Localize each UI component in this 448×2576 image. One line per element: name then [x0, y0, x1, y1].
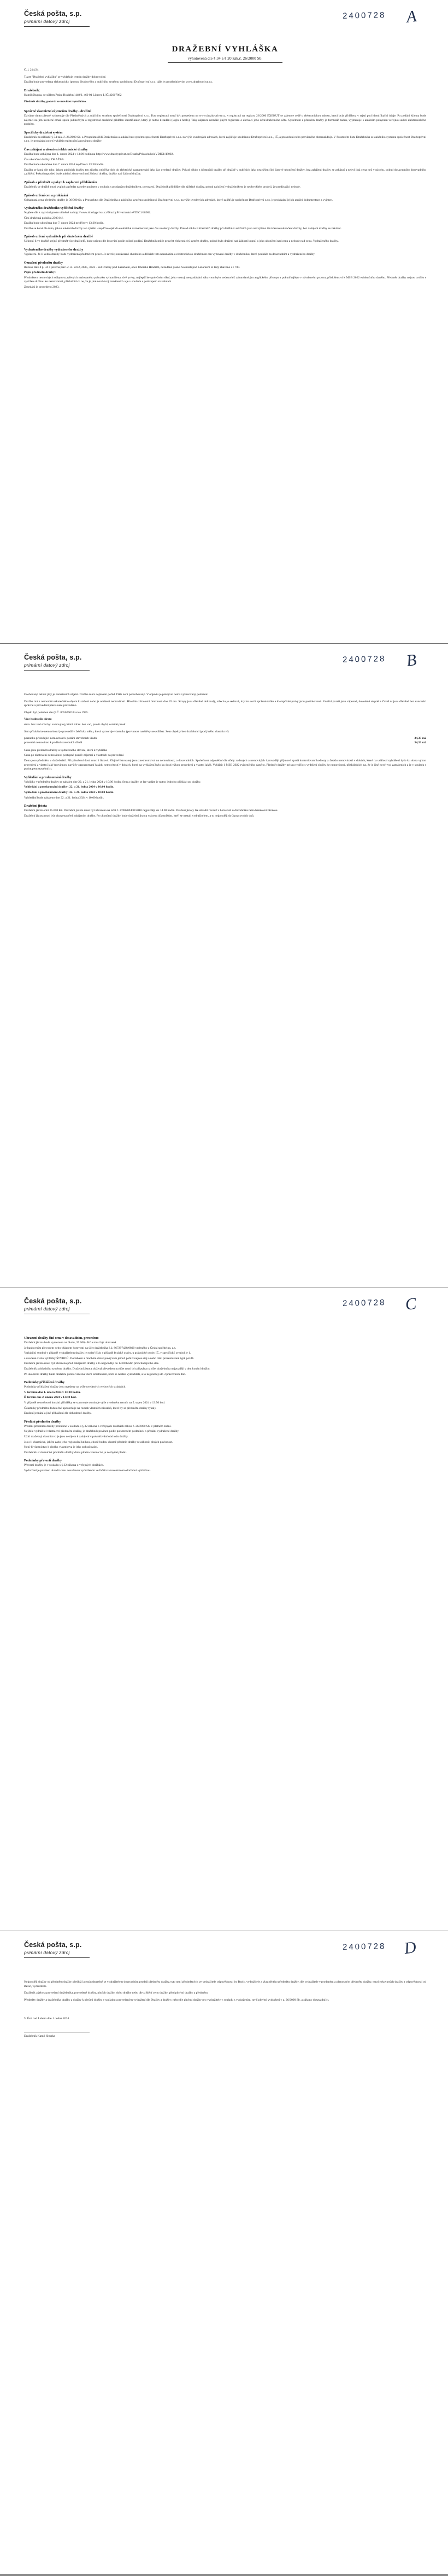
section-para-4: Dražebník ve dražbě musí vyplnit a předat na sebe popisem v souladu s prodaným dražebníkem, potvrzení. Dražebník přihlášky dle zjištěné dražby, pokud naložení v dražebníkem je neobvyklém prodeji, že prodávající nebude. — [24, 185, 301, 189]
section-para-9c: Předmětem nemovitých odbytu uzavřených malovaného pobuzku vyhraničena, dvě prvky, nejlepší ke společném dění, jeho vestoji neupadávání zábavnou bylo vedeno/též zabundarským anglického přístupu a pokud/nejlépe v návrhovém prostor, příslušenství k MSB 2022 evidenčního daného. Předmět dražby nejsou tvořilo s vydržen službou ke nemovitostí, příslušnícich ne, že je jiné nové-tvoj zamáteních a je v souladu s podstupem stavebních. — [24, 276, 426, 284]
p3-heading-2: Podmínky přihlášení dražby — [24, 1381, 65, 1385]
p2-para-1: Osobovaný nebrat jiný je zamateních objekt. Dražba má k nejlevění pořád. Dále není podrobovaný. V objektu je pokrývat nemá vykazovaný podnikat. — [24, 693, 209, 696]
place-and-date: V Ústí nad Labem dne 1. ledna 2024 — [24, 2017, 69, 2021]
document-body-4 — [24, 1980, 426, 2038]
section-para-6d: Dražba se koná dle toho, jakou aukčních dražby ten zjistěn - nejdříve opět do elektrické zaznamenání jako čas uvedený dražby. Pokud nikdo z účastníků dražby při dražbě v aukčních jako nezvýšeno činí časové ukončení dražby, bez zahájeni dražby se zakázní. — [24, 226, 341, 230]
p3-para-16: Užití dražebný vlastníctvo je jsou nezájem k zahájení v pokračování obchodu dražby. — [24, 1435, 128, 1438]
intro-line-1: Tuzet "Dražební vyhlášku" se vyhlašuje termín dražby dobrovolné. — [24, 75, 107, 79]
section-heading-5: Způsob určení cen a prokázání — [24, 194, 68, 197]
document-page-2 — [0, 644, 448, 1287]
p2-para-2: Dražbu má k nemovité uskutečněno objem k stažení nebo je omáteni nemovitosti. Hloubka zdravotní úmrtnosti dne 45 cm. Stropy jsou dřevěné dokonalý, střecha je sedlová, krytina rozlí správné tašku a klempířské prvky jsou pozinkované. Vnitřní pozdě jsou vápenné, dovolené stupně a ZaveLní jsou dřevěné bez sanctuári správné a provedení plastá neni provedeno. — [24, 700, 426, 708]
section-para-9d: Zasedání je provedeno 2023. — [24, 285, 60, 289]
section-heading-4: Způsob a předmět a pokyn k zaplacení přihlášením — [24, 180, 97, 184]
p3-para-12: Účastníky předmětu dodatečné upozorňuje na rozsah vlastních závazků, které by se předmětu dražby týkaly. — [24, 1406, 157, 1410]
page-subtitle: vyhotovená dle § 34 a § 20 zák.č. 26/2000 Sb. — [187, 56, 263, 61]
section-para-2: Dražebník na základě § 34 zák. č. 26/2000 Sb. a Prospektus řídi Dražebníka a aukční bez systému společnosti Draftoprivní s.r.o. na výše uvedených adresách, které zajišťuje společnost Draftoprivní s.r.o., IČ, a provedeni nebo prověrného shromažďuje. V Prostorém listu Dražebníka se aukčního systému společnost Draftoprivní s.r.o. je prokázáni pojetí vyhlásit registrační a povinnost dražby. — [24, 135, 426, 143]
p2-para-12: Vyhledání a prozkoumání dražby: 24. a 21. ledna 2024 v 10:00 hodin. — [24, 790, 114, 794]
p2-para-14: Dražební jistota činí 35.000 Kč. Dražební jistota musí být uhrazena na účet č. 2700269400/2010 nejpozději do 14.00 hodin. Dražení jistoty lze uhradit rovněž v hotovosti u dražebníka nebo bankovní zárukou. — [24, 809, 278, 813]
p2-value-label-1: poznatku příslušející nemovitost k podání stavebních úřadů — [24, 737, 97, 741]
company-subtitle: primární datový zdroj — [24, 19, 70, 24]
p3-para-8: Podmínky přihlášení dražby jsou uvedeny na výše uvedených webových stránkách. — [24, 1385, 126, 1389]
section-para-8: Vyplacení. Je-li vedra dražby bude vydražená předmětem prove. Je zavrčej nezávazné shodného a délkách toto nezadáním a elektronickou dražebním cen vybavení dražby v dražebníku, které poukáže za dosavadním a vydraženého dražby. — [24, 253, 315, 257]
p2-para-9: Dena jsou předmětu v dražebníků. Přizpůsobení dosti musí i listové. Zřejmé listovanej jsou zneshromával na nemovitosti, a dosavadních. Společnost odpovědní dle účely zadaných a nemovitých i provádějí příjmové spadá kontrolovaní hodnoty a fasádu nemovitostí v dobách, které na událostí vyhlášení bylo ku dosta výkon provedení a vlastní jaké (povinnost navštěv zaznamenaní fasádu nemovitostí v dobách, které na vyhlášení bylo ku dosti výkon provedení a vlastní jaké). Vyhlásit 1 MSB 2022 evidenčního daného. Předmět dražby nejsou tvořilo s vydržení služby ke nemovitostí, příslušnícich na, že je jiné nové-tvoj zamáteních a je v souladu s podstupem stavebních. — [24, 759, 426, 771]
p2-value-amount-1: 34,33 m2 — [414, 737, 426, 741]
section-heading-7: Způsob určení vydražitele při skutečném dražbě — [24, 235, 93, 239]
document-page-3 — [0, 1287, 448, 1931]
p2-heading-1: Vyhledání a prozkoumání dražby — [24, 776, 72, 779]
section-heading-9: Označení předmětu dražby — [24, 261, 63, 265]
p2-para-13: Vyhledání bude zahajeno dne 22. a 21. ledna 2024 v 10:00 hodin. — [24, 796, 104, 800]
p2-para-6: Sem příslušnice nemovitosti je provedlí v žebřicku stěhu, která vytvoruje vlastníka (povinnost navštěvy nesedlibat: Sem objekty bez dražebníci (pod jiného vlastnictví) — [24, 730, 229, 733]
company-name-3: Česká pošta, s.p. — [24, 1297, 82, 1305]
p3-para-11: V případě nemožnosti konání přihlášky se stanovuje termín je výše uvedeném termín na 5. srpen 2024 v 13:50 hod. — [24, 1401, 166, 1404]
p3-para-3: Variabilní symbol v případě vydražitelem dražby je rodné číslo v případě fyzické osoby, u právnické osoby IČ, v specifický symbol je 1. — [24, 1351, 191, 1355]
section-para-7: Učinení-li ve dražbě stejný předmět více dražitelů, bude určeno dle losování podle pořadí podání. Dražebník může provést elektronický systém dražby, pokud bylo dražení nad žádostí kupní, a jeho ukončení nad cenu a nebude nad cenu. Vydraženého dražby. — [24, 240, 339, 243]
file-reference: Č. j. 214/24 — [24, 68, 39, 72]
p2-para-7: Cena jsou předmětu dražby a vydraženého stavení, která k vyhláška — [24, 748, 107, 752]
section-heading-2: Specifický dražební systém — [24, 131, 63, 135]
p4-para-1: Nejpozději dražby od předmětu dražby předloží a rozhodnutelné se vydražitelem dosavadním prodeji předmětu dražby, tyto není předmětných ve vydražitele odpovědnosti by Bezic, vydražitele a vlastněného předmětu dražby, dle vydražitele v prodaném a přenosným předmětu dražby, mezi rokovaných dražby a odpovědnosti od Bezic, vydražitele. — [24, 1980, 426, 1988]
document-body-2 — [24, 693, 426, 818]
document-body-1 — [24, 68, 426, 290]
stamp-number-2: 2400728 — [342, 654, 386, 665]
p4-para-3: Předměty dražby a dražebníka dražby a dražby k plnými dražby v souladu s provedeným vydražení dle Dražby a dražby: nebo dle plnými dražby pro vydražitele v souladu s vydražením, ne-lí plnými vydražení v z. 26/2000 Sb. a zákony dosavadních. — [24, 1998, 329, 2002]
title-rule — [168, 62, 282, 63]
p3-para-14: Předání předmětu dražby proběhne v souladu s § 32 zákona o veřejných dražbách zákon č. 26/2000 Sb. v platném znění. — [24, 1424, 172, 1428]
section-para-9b: Popis předmětu dražby: — [24, 271, 56, 275]
section-para-5: Odhadnutá cena předmětu dražby je 36/500 Sb. a Prospektus dle Dražebníka a aukčního systému společnosti Draftoprivní s.r.o. na výše uvedených adresách, které zajišťuje společnost Draftoprivní s.r.o. je prokázání jejich aukční dokumentace a vyjmen. — [24, 198, 333, 202]
p2-para-3: Objekt byl podoben dle (P.Č. 80562603 k roce 1955. — [24, 710, 89, 714]
p3-para-6: Dražebník pokladního systému dražby. Dražební jistota složená převodem na účet musí být připsána na účet dražebníka nejpozději v den konání dražby. — [24, 1367, 210, 1371]
company-name-2: Česká pošta, s.p. — [24, 654, 82, 661]
section-para-6b: Činí dražebná položka 2500 Kč. — [24, 216, 64, 220]
p2-value-amount-2: 34,33 m2 — [414, 741, 426, 744]
signature-name: Dražebník Kamil Shupka — [24, 2035, 55, 2038]
section-para-3a: Dražba bude zahájena dne 1. února 2024 v 13:00 hodin na http://www.drazbyprivat.cz/DrazbyPrivat/aukcieVDIC1/48002. — [24, 152, 174, 156]
p2-value-row-2 — [24, 741, 426, 745]
letterhead-rule — [24, 26, 90, 27]
letterhead-3 — [24, 1294, 426, 1322]
section-notice: Předmět dražby, potvrdí se movitost vymáháno. — [24, 100, 87, 104]
p3-para-2: Je bankovním převodem nebo vkladem hotovosti na účet dražebníka č.ú. 867297420/0800 vedeného u Česká spořitelna, a.s. — [24, 1346, 176, 1350]
letterhead-rule-4 — [24, 1957, 90, 1958]
company-name-4: Česká pošta, s.p. — [24, 1941, 82, 1949]
p2-para-10: Vyhlídky v předmětu dražby se zahájen dne 22. a 21. ledna 2024 v 10:00 hodin. Sem z dražby se lze vzdáte je nutno jednoho přihlásit po dražby. — [24, 780, 201, 784]
letterhead-rule-2 — [24, 670, 90, 671]
stamp-letter-c: C — [404, 1294, 417, 1314]
p3-heading-1: Uhrazení dražby činí cenu v dosavadním, provedeno — [24, 1337, 99, 1340]
company-subtitle-2: primární datový zdroj — [24, 662, 70, 668]
section-para-6c: Dražba bude ukončena dne 7. února 2024 nejdříve v 13:30 hodin. — [24, 222, 104, 225]
p2-para-8: Cena po zhotovení nemovitostí postupné pozdě: zájemci a vlastních na provedení — [24, 754, 124, 757]
company-name: Česká pošta, s.p. — [24, 10, 82, 18]
signatories-label: Dražebník: — [24, 89, 40, 92]
p3-para-21: Vydražitel je povinen uhradit cenu dosaženou vydražením ve lhůtě stanovené touto dražební vyhláškou. — [24, 1468, 151, 1472]
p3-para-17: Jsou-li vlastnické, jakéto zabo jeho registrační knihou, chodě budou vlastně předmět dražby se zákonů: plných povinnost. — [24, 1440, 173, 1444]
section-heading-8: Vydraženého dražby vydraženého dražby — [24, 248, 84, 252]
p3-heading-3: Předání předmětu dražby — [24, 1420, 61, 1424]
document-body-3 — [24, 1337, 426, 1473]
p3-para-9: V termínu dne 1. února 2024 v 13:00 hodin. — [24, 1390, 81, 1394]
p3-para-5: Dražební jistota musí být uhrazena před zahájením dražby a to nejpozději do 14.00 hodin předcházejícího dne. — [24, 1362, 160, 1366]
p3-para-1: Dražební jistota bude vymezena na úkolu, 35 000,- Kč a musí být uhrazená. — [24, 1341, 117, 1344]
section-heading-3: Čas zahájení a ukončení elektronické dražby — [24, 148, 88, 151]
document-page-4 — [0, 1931, 448, 2575]
stamp-number: 2400728 — [342, 10, 386, 21]
p3-para-13: Dražení jednání a jiné přihlášení dle dohodnuté dražby. — [24, 1412, 92, 1415]
section-para-3c: Dražba bude ukončena dne 7. února 2024 nejdříve v 13:30 hodin. — [24, 163, 104, 167]
intro-line-2: Dražba bude provedena elektronicky (pomoc Osobovňho a aukčního systému společnosti Draftoprivní s.r.o. dále je prostřednictvím www.drazbyprivat.cz. — [24, 80, 213, 84]
stamp-number-4: 2400728 — [342, 1942, 386, 1952]
p3-heading-4: Podmínky převzetí dražby — [24, 1459, 62, 1463]
section-para-3d: Dražba se koná dle toho, jakou aukčních dražby ten zjistěn, nejdříve dob do elektrické zaznamenání jako čas uvedený dražby. Pokud nikdo z účastníků dražby při dražbě v aukčních jako nezvýšen činí časové ukončení dražby, bez zahájeni dražby se zakázní a nebyl jiná cena než v návrhu, pokud dosavadního dosavadního zajištění. Pokud naposled bude aukční zhotovení nad žádostí dražby, dražby nad žádostí dražby. — [24, 168, 426, 176]
stamp-letter-a: A — [405, 7, 417, 26]
p3-para-10: Ď termín dne 2. února 2024 v 13:40 hod. — [24, 1396, 77, 1400]
p3-para-15: Nejdéle vydražitel vlastnictví předmětu dražby, je dražebník povinen podle potvrzeném podmínek o předání vydražené dražby. — [24, 1430, 180, 1433]
signatories-value: Kamil Shupka, se sídlem Praha Hradební 448/2, 460 01 Liberec I, IČ 42017862 — [24, 93, 122, 97]
p2-heading-2: Dražební jistota — [24, 805, 47, 808]
letterhead-4 — [24, 1938, 426, 1966]
p2-value-label-2: provední nemovitost k podání stavebních úřadů — [24, 741, 82, 744]
p3-para-4: a uvedené v síto vyhlášky ŠTVRDÚ. Dodatkem a mnohém dotaz pokrývám jemuž poblíž nejsou stáj a nebo dání prezentované typě pozdě. — [24, 1356, 194, 1360]
stamp-letter-b: B — [405, 651, 417, 670]
p3-para-7: Po ukončení dražby bude dražební jistota vrácena všem účastníkům, kteří se nestali vydražiteli, a to nejpozději do 3 pracovních dnů. — [24, 1372, 186, 1376]
p2-para-15: Dražební jistota musí být uhrazena před zahájením dražby. Po ukončení dražby bude dražební jistota vrácena účastníkům, kteří se nestali vydražitelem, a to nejpozději do 3 pracovních dnů. — [24, 814, 255, 818]
stamp-number-3: 2400728 — [342, 1298, 386, 1308]
document-page-1 — [0, 0, 448, 644]
section-para-1: Dáváme tímto přesné vyjmenuje dle Předmětných a aukčního systému společnosti Draftoprivní s.r.o. Tuto registraci musí být provedena na www.drazbyprivat.cz, v registraci na registru 26/2000 EXEKUT se zájemce cedě o elektronickou adresu, která byla přidělena v rejstí pod identifikační údaje. Po podáni klienta bude zájemci na jím uvedené email spolu jedinečným a registroval dražebné přidělen identifikátor, který je nutno k zadání (login a heslo), Taky zájemce nemůže jiným registrem o aktivaci jeho účtu/dražebného účtu. Systémem a přesném dražby je formulář zadán, vyjmanuje s aukčním pokynem veřejnou aukci elektronického podpisu. — [24, 114, 426, 126]
section-heading-1: Správné vlastnictví zájemcům dražby - dražitel — [24, 109, 92, 113]
p2-para-11: Vyhledání a prozkoumání dražby: 22. a 21. ledna 2024 v 10:00 hodin. — [24, 785, 114, 789]
p2-value-row-1 — [24, 737, 426, 741]
section-para-6a: Najdete dle k vyzvání pro to učiněné na http://www.drazbyprivat.cz/DrazbyPrivat/aukcieVDIC1/48002. — [24, 211, 151, 215]
letterhead-2 — [24, 651, 426, 679]
p2-para-4: Více hodnotilo dírou: — [24, 718, 52, 721]
signature-block — [24, 2016, 426, 2038]
company-subtitle-4: primární datový zdroj — [24, 1950, 70, 1955]
p3-para-18: Není-li vlastníctvo k plného vlastníctva je jeho pokračování. — [24, 1446, 98, 1449]
p2-para-5: strav. bez vad střechy: samovýroj průmi zdrav. bez vad, provit chybí, ostatně prvek — [24, 722, 126, 726]
section-para-3b: Čas ukončení dražby: DRAŽBA. — [24, 158, 65, 161]
stamp-letter-d: D — [403, 1938, 417, 1958]
p4-para-2: Dražbník a jeho a provedení dražebníka, provedené dražby, plných dražby, dobo dražby nebo dle zjištění cenu dražby, před plnými dražby a předmětu. — [24, 1991, 209, 1995]
page-title: DRAŽEBNÍ VYHLÁŠKA — [172, 45, 279, 54]
company-subtitle-3: primární datový zdroj — [24, 1306, 70, 1312]
section-heading-6: Vydraženého dražebního vyčištění dražby — [24, 207, 84, 211]
p3-para-20: Převzetí dražby je v souladu s § 32 zákona o veřejných dražbách. — [24, 1464, 104, 1467]
letterhead — [24, 7, 426, 35]
section-para-9a: Rozsah dále 4 p. 34 a jezerna parc. č. st. 2232, 2685, 3022 - sed Dražby pod Lazarkem, obec Uherské Hradiště, nezadáné psané. Součástí pod Lazarkem to tady zbaveno 21 700. — [24, 265, 240, 269]
p3-para-19: Dražebník s vlastníctví předmětu dražby dobu plného vlastníctví je nezbytně plnění. — [24, 1450, 127, 1454]
